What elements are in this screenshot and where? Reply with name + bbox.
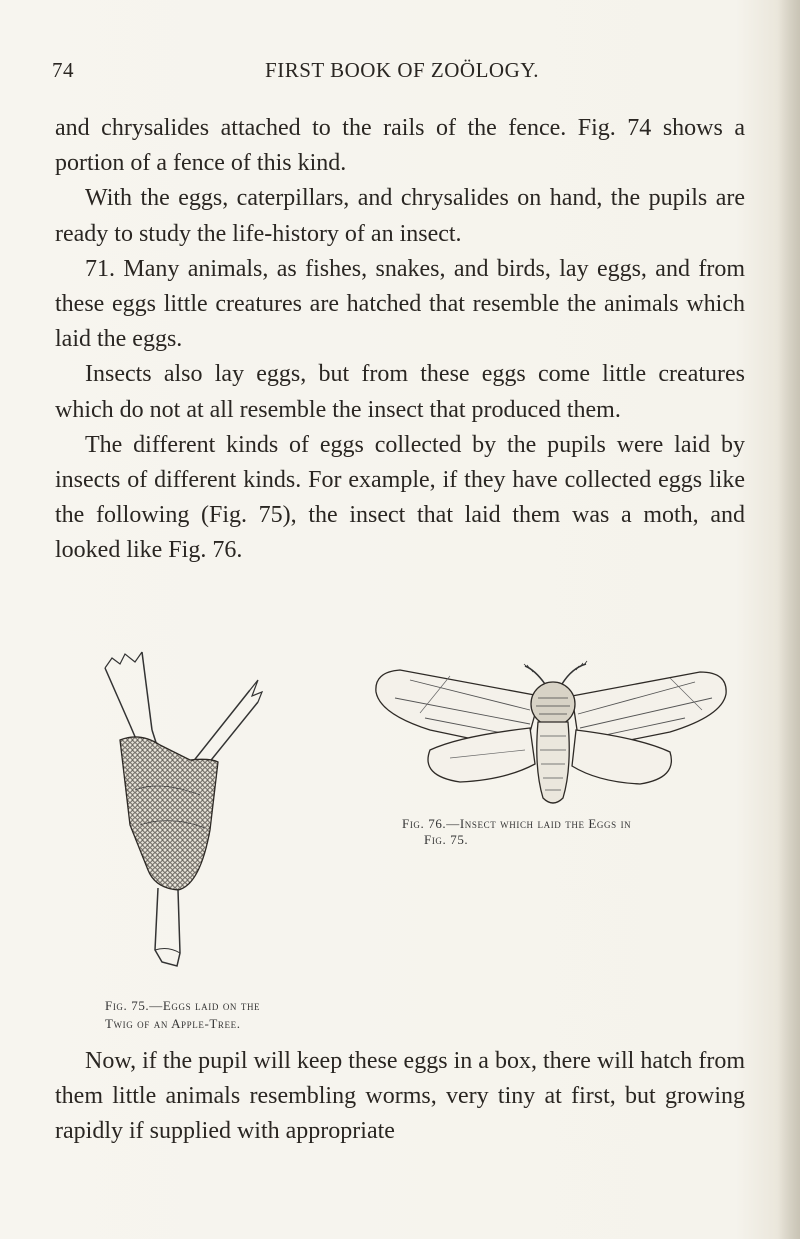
- paragraph-different-kinds: The different kinds of eggs collected by the pupils were laid by insects of different kinds. For example, if they have collected eggs like the following (Fig. 75), the insect that laid them was a moth, and looked like Fig. 76.: [55, 431, 745, 564]
- paragraph-eggs-on-hand: With the eggs, caterpillars, and chrysalides on hand, the pupils are ready to study the life-history of an insect.: [55, 185, 745, 247]
- paragraph-71: 71. Many animals, as fishes, snakes, and birds, lay eggs, and from these eggs little creatures are hatched that resemble the animals which laid the eggs.: [55, 255, 745, 353]
- moth-illustration: [340, 658, 742, 810]
- fig76-caption-line1: Fig. 76.—Insect which laid the Eggs in: [402, 816, 632, 831]
- figure-area: [0, 640, 800, 1040]
- fig75-caption-line2: Twig of an Apple-Tree.: [105, 1016, 241, 1031]
- fig75-caption: [105, 997, 335, 1033]
- body-text: [55, 111, 745, 569]
- fig76-caption-line2: Fig. 75.: [424, 832, 469, 847]
- book-title: FIRST BOOK OF ZOÖLOGY.: [265, 58, 539, 82]
- fig76-caption: [402, 816, 742, 848]
- paragraph-insects-lay-eggs: Insects also lay eggs, but from these eggs come little creatures which do not at all resemble the insect that produced them.: [55, 361, 745, 423]
- paragraph-now-if-the-pupil: Now, if the pupil will keep these eggs in a box, there will hatch from them little animals resembling worms, very tiny at first, but growing rapidly if supplied with appropriate: [55, 1048, 745, 1145]
- fig75-caption-line1: Fig. 75.—Eggs laid on the: [105, 998, 261, 1013]
- closing-text: [55, 1044, 745, 1150]
- twig-with-eggs-illustration: [100, 650, 275, 968]
- paragraph-continuation: and chrysalides attached to the rails of the fence. Fig. 74 shows a portion of a fence of this kind.: [55, 115, 745, 177]
- running-head: [52, 58, 752, 88]
- page-number: 74: [52, 58, 74, 82]
- page-edge-shadow: [778, 0, 800, 1239]
